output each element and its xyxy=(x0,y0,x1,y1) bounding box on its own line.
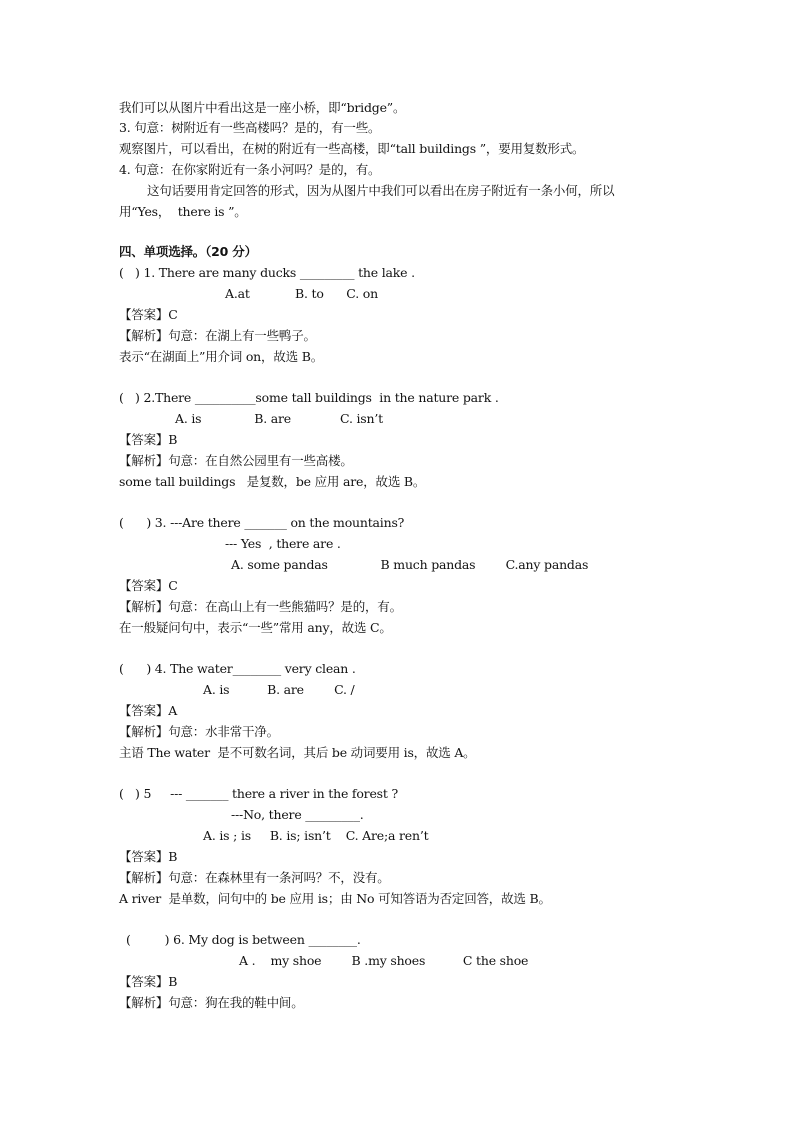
q4-options: A. is B. are C. / xyxy=(203,682,355,697)
q6-answer: 【答案】B xyxy=(119,974,178,989)
q5-reply: ---No, there _________. xyxy=(231,807,364,822)
q4-note: 主语 The water 是不可数名词，其后 be 动词要用 is，故选 A。 xyxy=(119,745,476,760)
q3-reply: --- Yes , there are . xyxy=(225,536,341,551)
q5-options: A. is ; is B. is; isn’t C. Are;a ren’t xyxy=(203,828,429,843)
q1-analysis: 【解析】句意：在湖上有一些鸭子。 xyxy=(119,328,316,343)
q2-note: some tall buildings 是复数，be 应用 are，故选 B。 xyxy=(119,474,426,489)
intro-line-3: 观察图片，可以看出，在树的附近有一些高楼，即“tall buildings ”，要用复数形式。 xyxy=(119,141,585,156)
q4-stem: ( ) 4. The water________ very clean . xyxy=(119,661,356,676)
q2-stem: ( ) 2.There __________some tall buildings in the nature park . xyxy=(119,390,499,405)
q1-note: 表示“在湖面上”用介词 on，故选 B。 xyxy=(119,349,323,364)
q4-answer: 【答案】A xyxy=(119,703,178,718)
intro-line-1: 我们可以从图片中看出这是一座小桥，即“bridge”。 xyxy=(119,100,406,115)
q1-options: A.at B. to C. on xyxy=(225,286,378,301)
q6-options: A . my shoe B .my shoes C the shoe xyxy=(239,953,529,968)
q2-answer: 【答案】B xyxy=(119,432,178,447)
q2-analysis: 【解析】句意：在自然公园里有一些高楼。 xyxy=(119,453,353,468)
q1-answer: 【答案】C xyxy=(119,307,178,322)
q2-options: A. is B. are C. isn’t xyxy=(175,411,383,426)
q6-analysis: 【解析】句意：狗在我的鞋中间。 xyxy=(119,995,304,1010)
q3-analysis: 【解析】句意：在高山上有一些熊猫吗？是的，有。 xyxy=(119,599,402,614)
q3-options: A. some pandas B much pandas C.any pandas xyxy=(231,557,589,572)
q4-analysis: 【解析】句意：水非常干净。 xyxy=(119,724,279,739)
intro-line-2: 3. 句意：树附近有一些高楼吗？是的，有一些。 xyxy=(119,120,381,135)
q5-analysis: 【解析】句意：在森林里有一条河吗？不，没有。 xyxy=(119,870,390,885)
intro-line-6: 用“Yes， there is ”。 xyxy=(119,204,247,219)
q5-stem: ( ) 5 --- _______ there a river in the forest ? xyxy=(119,786,398,801)
q5-answer: 【答案】B xyxy=(119,849,178,864)
q3-answer: 【答案】C xyxy=(119,578,178,593)
q1-stem: ( ) 1. There are many ducks _________ the lake . xyxy=(119,265,415,280)
intro-line-5: 这句话要用肯定回答的形式，因为从图片中我们可以看出在房子附近有一条小何，所以 xyxy=(147,183,615,198)
q3-note: 在一般疑问句中，表示“一些”常用 any，故选 C。 xyxy=(119,620,392,635)
q6-stem: ( ) 6. My dog is between ________. xyxy=(126,932,361,947)
q3-stem: ( ) 3. ---Are there _______ on the mountains? xyxy=(119,515,405,530)
section-title: 四、单项选择。（20 分） xyxy=(119,244,257,259)
intro-line-4: 4. 句意：在你家附近有一条小河吗？是的，有。 xyxy=(119,162,381,177)
q5-note: A river 是单数，问句中的 be 应用 is；由 No 可知答语为否定回答，故选 B。 xyxy=(119,891,551,906)
